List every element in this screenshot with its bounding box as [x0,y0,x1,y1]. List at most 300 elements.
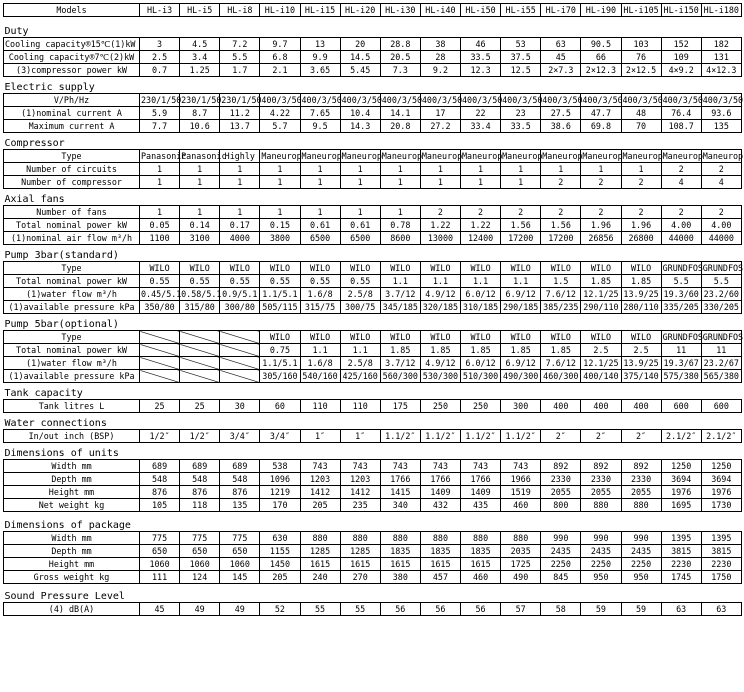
value-cell: 540/160 [300,370,340,383]
spec-row [4,275,742,288]
value-cell: 0.9/5.1 [220,288,260,301]
spec-row [4,460,742,473]
value-cell: 57 [501,603,541,616]
value-cell: 650 [180,545,220,558]
row-label: Depth mm [4,545,140,558]
value-cell: 175 [380,400,420,413]
value-cell: 230/1/50 [181,94,222,105]
not-applicable-cell [180,357,220,370]
value-cell: 13000 [420,232,460,245]
value-cell: 5.5 [701,275,741,288]
value-cell: 880 [581,499,621,512]
value-cell: WILO [501,262,541,275]
value-cell: 3.65 [300,64,340,77]
row-label: Net weight kg [4,499,140,512]
value-cell: 3.7/12 [380,357,420,370]
value-cell: 1155 [260,545,300,558]
value-cell: Maneurop [502,150,543,161]
value-cell: Maneurop [462,150,503,161]
value-cell: 23 [501,107,541,120]
value-cell: 400 [581,400,621,413]
value-cell: 270 [340,571,380,584]
spec-row [4,38,742,51]
value-cell: 4×9.2 [661,64,701,77]
value-cell: 1725 [501,558,541,571]
value-cell: 2 [621,206,661,219]
value-cell: 2055 [581,486,621,499]
value-cell: 12.3 [461,64,501,77]
value-cell: 400/3/50 [381,94,423,105]
value-cell: WILO [461,262,501,275]
value-cell: 0.78 [380,219,420,232]
value-cell: 650 [220,545,260,558]
value-cell: 2 [541,176,581,189]
header-row [4,4,742,17]
value-cell: 1.85 [461,344,501,357]
value-cell: 1.1 [380,275,420,288]
value-cell: 1695 [661,499,701,512]
value-cell: 1285 [300,545,340,558]
value-cell: 460 [501,499,541,512]
value-cell: 1.56 [501,219,541,232]
value-cell: WILO [461,331,501,344]
value-cell: 63 [541,38,581,51]
value-cell: WILO [220,262,260,275]
value-cell: 23.2/60 [701,288,741,301]
spec-row [4,232,742,245]
value-cell: 145 [220,571,260,584]
not-applicable-cell [140,331,180,344]
value-cell: 0.45/5.1 [141,288,182,299]
value-cell: 6.8 [260,51,300,64]
model-column-header: HL-i180 [701,4,741,17]
value-cell: 2 [501,206,541,219]
value-cell: 44000 [701,232,741,245]
value-cell: 111 [140,571,180,584]
value-cell: 5.45 [340,64,380,77]
value-cell: 17 [420,107,460,120]
value-cell: 1.22 [420,219,460,232]
value-cell: 109 [661,51,701,64]
value-cell: 1 [180,163,220,176]
value-cell: 400 [541,400,581,413]
spec-row [4,357,742,370]
row-label: (1)available pressure kPa [4,370,140,383]
value-cell: 2.5/8 [340,357,380,370]
model-column-header: HL-i20 [340,4,380,17]
value-cell: 400/3/50 [341,94,382,105]
value-cell: 1615 [420,558,460,571]
row-label: Depth mm [4,473,140,486]
value-cell: WILO [541,262,581,275]
row-label: (3)compressor power kW [4,64,140,77]
value-cell: 892 [581,460,621,473]
value-cell: 300/80 [220,301,260,314]
value-cell: 400/3/50 [622,94,663,105]
value-cell: 1835 [420,545,460,558]
value-cell: 63 [661,603,701,616]
value-cell: 205 [300,499,340,512]
not-applicable-cell [220,370,260,383]
spacer [4,17,742,28]
spec-row [4,163,742,176]
row-label: (1)nominal air flow m³/h [4,232,140,245]
value-cell: WILO [541,331,581,344]
not-applicable-cell [140,344,180,357]
section-title: Water connections [4,418,107,429]
spec-row [4,532,742,545]
value-cell: 1412 [340,486,380,499]
value-cell: 12.5 [501,64,541,77]
row-label: V/Ph/Hz [4,94,140,107]
value-cell: 2250 [541,558,581,571]
row-label: Cooling capacity®15℃(1)kW [4,38,140,51]
value-cell: 310/185 [461,301,501,314]
value-cell: 315/75 [300,301,340,314]
row-label: In/out inch (BSP) [4,430,140,443]
value-cell: 400/3/50 [421,94,463,105]
value-cell: 44000 [661,232,701,245]
value-cell: 37.5 [501,51,541,64]
value-cell: 743 [501,460,541,473]
spec-row [4,120,742,133]
value-cell: 1″ [300,430,340,443]
value-cell: 1615 [340,558,380,571]
value-cell: 53 [501,38,541,51]
value-cell: 2″ [621,430,661,443]
value-cell: 76.4 [661,107,701,120]
value-cell: 56 [461,603,501,616]
value-cell: 2.1 [260,64,300,77]
value-cell: 743 [461,460,501,473]
value-cell: 2330 [581,473,621,486]
value-cell: 743 [420,460,460,473]
value-cell: 4.9/12 [420,357,460,370]
value-cell: 0.15 [260,219,300,232]
value-cell: 2 [581,176,621,189]
value-cell: 27.5 [541,107,581,120]
value-cell: 1.85 [541,344,581,357]
value-cell: 182 [701,38,741,51]
value-cell: 2×12.5 [621,64,661,77]
value-cell: 1395 [661,532,701,545]
value-cell: 2.1/2″ [701,430,741,443]
specification-table [3,3,742,616]
value-cell: 880 [340,532,380,545]
value-cell: 457 [420,571,460,584]
model-column-header: HL-i105 [621,4,661,17]
value-cell: 59 [621,603,661,616]
value-cell: Maneurop [341,150,382,161]
section-title: Electric supply [4,82,95,93]
value-cell: 47.7 [581,107,621,120]
value-cell: 33.4 [461,120,501,133]
value-cell: 290/185 [501,301,541,314]
value-cell: 7.65 [300,107,340,120]
model-column-header: HL-i150 [661,4,701,17]
value-cell: 5.7 [260,120,300,133]
value-cell: 4×12.3 [701,64,741,77]
value-cell: 2″ [581,430,621,443]
value-cell: 33.5 [501,120,541,133]
value-cell: 11.2 [220,107,260,120]
value-cell: 1766 [461,473,501,486]
not-applicable-cell [140,357,180,370]
value-cell: 1 [180,176,220,189]
value-cell: 13.7 [220,120,260,133]
not-applicable-cell [220,331,260,344]
section-title-row [4,83,742,94]
value-cell: 1450 [260,558,300,571]
value-cell: 880 [420,532,460,545]
value-cell: 1.1 [340,344,380,357]
value-cell: 7.2 [220,38,260,51]
value-cell: Maneurop [381,150,423,161]
value-cell: 3100 [180,232,220,245]
value-cell: WILO [380,331,420,344]
value-cell: 1″ [340,430,380,443]
value-cell: 1203 [340,473,380,486]
value-cell: 14.3 [340,120,380,133]
value-cell: 1 [380,176,420,189]
value-cell: 1.85 [380,344,420,357]
value-cell: 305/160 [260,370,300,383]
value-cell: 280/110 [621,301,661,314]
value-cell: 650 [140,545,180,558]
value-cell: 290/110 [581,301,621,314]
value-cell: 17200 [501,232,541,245]
value-cell: 2 [701,206,741,219]
model-column-header: HL-i50 [461,4,501,17]
value-cell: WILO [260,331,300,344]
value-cell: 56 [380,603,420,616]
value-cell: 380 [380,571,420,584]
value-cell: 11 [661,344,701,357]
value-cell: 2 [461,206,501,219]
value-cell: 1 [380,163,420,176]
value-cell: 5.9 [140,107,180,120]
row-label: Number of compressor [4,176,140,189]
value-cell: 2230 [701,558,741,571]
value-cell: 27.2 [420,120,460,133]
spec-row [4,51,742,64]
value-cell: 7.6/12 [541,288,581,301]
value-cell: WILO [420,331,460,344]
section-title: Axial fans [4,194,65,205]
value-cell: 1 [260,206,300,219]
value-cell: Maneurop [702,150,744,161]
value-cell: WILO [501,331,541,344]
value-cell: 45 [140,603,180,616]
row-label: Total nominal power kW [4,275,140,288]
value-cell: 30 [220,400,260,413]
value-cell: 0.55 [140,275,180,288]
value-cell: 1.85 [581,275,621,288]
value-cell: 4.00 [701,219,741,232]
value-cell: WILO [621,262,661,275]
value-cell: WILO [300,262,340,275]
value-cell: 4.22 [260,107,300,120]
model-column-header: HL-i15 [300,4,340,17]
value-cell: 1250 [701,460,741,473]
value-cell: 1415 [380,486,420,499]
section-title-row [4,419,742,430]
value-cell: 0.58/5.1 [181,288,222,299]
value-cell: 425/160 [340,370,380,383]
value-cell: 1 [340,206,380,219]
value-cell: 1285 [340,545,380,558]
value-cell: 55 [340,603,380,616]
value-cell: 110 [300,400,340,413]
value-cell: 880 [621,499,661,512]
model-column-header: HL-i8 [220,4,260,17]
value-cell: 7.6/12 [541,357,581,370]
value-cell: 25 [180,400,220,413]
value-cell: 2.5 [140,51,180,64]
value-cell: 1615 [380,558,420,571]
value-cell: 1.22 [461,219,501,232]
value-cell: WILO [581,331,621,344]
value-cell: 775 [220,532,260,545]
value-cell: 58 [541,603,581,616]
value-cell: 1.96 [621,219,661,232]
row-label: Number of circuits [4,163,140,176]
value-cell: 3.7/12 [380,288,420,301]
value-cell: 880 [501,532,541,545]
value-cell: 2 [541,206,581,219]
row-label: Total nominal power kW [4,344,140,357]
value-cell: 1.5 [541,275,581,288]
value-cell: 548 [140,473,180,486]
section-title: Dimensions of units [4,448,119,459]
value-cell: 7.7 [140,120,180,133]
value-cell: 6500 [300,232,340,245]
value-cell: 1 [380,206,420,219]
row-label: Type [4,331,140,344]
value-cell: 5.5 [661,275,701,288]
row-label: (1)available pressure kPa [4,301,140,314]
value-cell: 876 [220,486,260,499]
value-cell: 600 [661,400,701,413]
value-cell: WILO [340,331,380,344]
section-title: Pump 5bar(optional) [4,319,119,330]
value-cell: 3/4″ [260,430,300,443]
value-cell: 300 [501,400,541,413]
value-cell: 17200 [541,232,581,245]
value-cell: 548 [220,473,260,486]
row-label: (1)water flow m³/h [4,288,140,301]
value-cell: 56 [420,603,460,616]
spec-row [4,150,742,163]
value-cell: 90.5 [581,38,621,51]
value-cell: 12.1/25 [581,288,621,301]
value-cell: WILO [180,262,220,275]
value-cell: 2 [621,176,661,189]
value-cell: WILO [621,331,661,344]
value-cell: 52 [260,603,300,616]
value-cell: 880 [461,532,501,545]
spec-row [4,430,742,443]
value-cell: 135 [220,499,260,512]
spec-row [4,558,742,571]
value-cell: 1409 [420,486,460,499]
value-cell: 1766 [420,473,460,486]
value-cell: 1.1/5.1 [260,288,300,301]
value-cell: 548 [180,473,220,486]
value-cell: 3 [140,38,180,51]
value-cell: Panasonic [181,150,227,161]
spec-row [4,370,742,383]
value-cell: 950 [621,571,661,584]
value-cell: 876 [140,486,180,499]
value-cell: 46 [461,38,501,51]
row-label: Cooling capacity®7℃(2)kW [4,51,140,64]
value-cell: 11 [701,344,741,357]
value-cell: 400/3/50 [301,94,342,105]
value-cell: 10.6 [180,120,220,133]
value-cell: 432 [420,499,460,512]
spec-sheet [3,3,744,616]
section-title-row [4,521,742,532]
value-cell: 1 [300,176,340,189]
value-cell: 55 [300,603,340,616]
models-header: Models [4,4,140,17]
value-cell: 345/185 [380,301,420,314]
value-cell: 1060 [220,558,260,571]
value-cell: 0.7 [140,64,180,77]
value-cell: WILO [140,262,180,275]
value-cell: 435 [461,499,501,512]
value-cell: 6.9/12 [501,357,541,370]
value-cell: 93.6 [701,107,741,120]
specification-table-body [4,4,742,616]
section-title: Dimensions of package [4,520,131,531]
value-cell: 2055 [541,486,581,499]
value-cell: 135 [701,120,741,133]
not-applicable-cell [140,370,180,383]
value-cell: 1615 [461,558,501,571]
value-cell: 205 [260,571,300,584]
value-cell: 400/3/50 [542,94,583,105]
value-cell: 1.25 [180,64,220,77]
value-cell: 600 [701,400,741,413]
value-cell: WILO [340,262,380,275]
value-cell: 23.2/67 [701,357,741,370]
value-cell: 1/2″ [140,430,180,443]
row-label: Width mm [4,532,140,545]
not-applicable-cell [180,331,220,344]
value-cell: 490/300 [501,370,541,383]
value-cell: 3/4″ [220,430,260,443]
value-cell: 1395 [701,532,741,545]
value-cell: 250 [420,400,460,413]
spec-row [4,400,742,413]
value-cell: 1 [220,163,260,176]
value-cell: 1766 [380,473,420,486]
value-cell: 689 [180,460,220,473]
value-cell: 689 [220,460,260,473]
value-cell: 565/380 [701,370,741,383]
value-cell: 20.8 [380,120,420,133]
value-cell: 13 [300,38,340,51]
value-cell: 33.5 [461,51,501,64]
value-cell: 2035 [501,545,541,558]
value-cell: 1 [340,176,380,189]
value-cell: 5.5 [220,51,260,64]
spec-row [4,206,742,219]
value-cell: 743 [340,460,380,473]
value-cell: 2.5/8 [340,288,380,301]
